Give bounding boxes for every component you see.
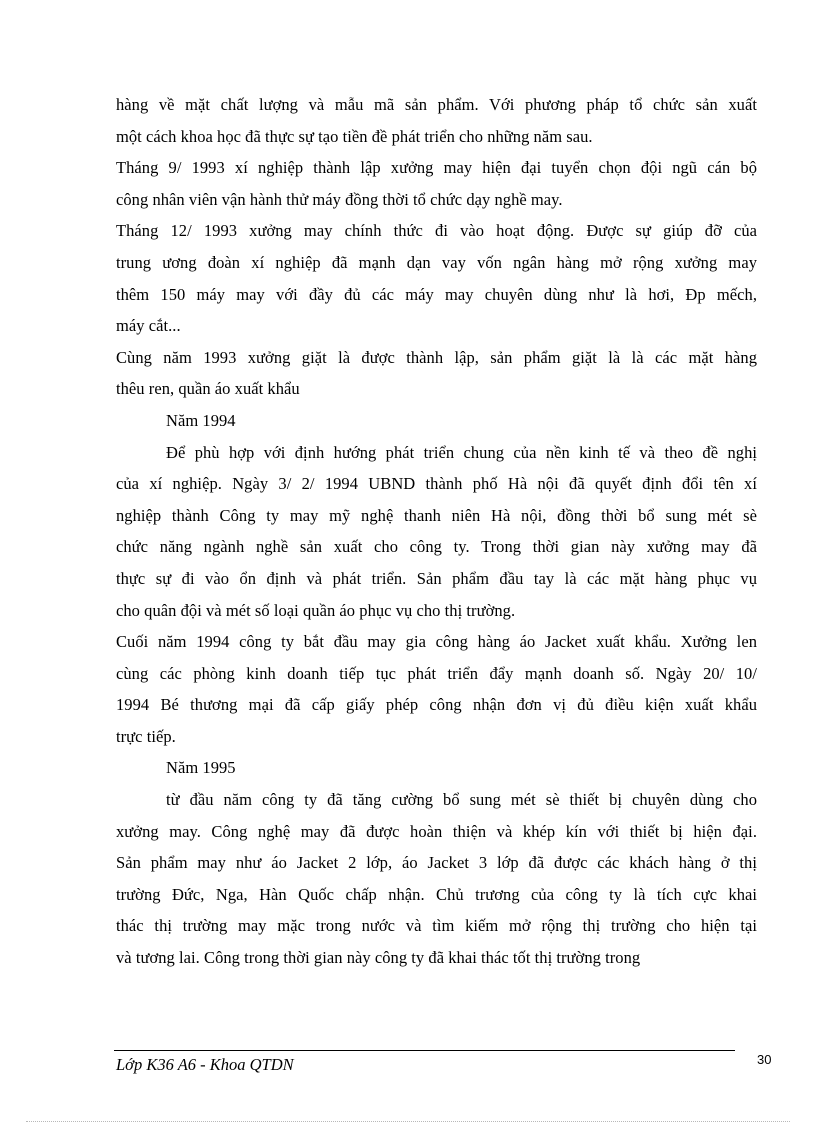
footer-rule [114,1050,735,1051]
body-line: thực sự đi vào ổn định và phát triển. Sản phẩm đầu tay là các mặt hàng phục vụ [116,568,757,588]
body-line: trực tiếp. [116,726,176,746]
section-heading-1994: Năm 1994 [166,410,236,430]
body-line: cùng các phòng kinh doanh tiếp tục phát triển đẩy mạnh doanh số. Ngày 20/ 10/ [116,663,757,683]
body-line: 1994 Bé thương mại đã cấp giấy phép công nhận đơn vị đủ điều kiện xuất khẩu [116,695,757,715]
body-line: thác thị trường may mặc trong nước và tìm kiếm mở rộng thị trường cho hiện tại [116,916,757,936]
page-bottom-border [26,1121,790,1122]
body-line: trung ương đoàn xí nghiệp đã mạnh dạn vay vốn ngân hàng mở rộng xưởng may [116,252,757,272]
body-line: một cách khoa học đã thực sự tạo tiền đề phát triển cho những năm sau. [116,126,593,146]
footer-text: Lớp K36 A6 - Khoa QTDN [116,1055,294,1074]
body-line: Sản phẩm may như áo Jacket 2 lớp, áo Jacket 3 lớp đã được các khách hàng ở thị [116,853,757,873]
body-line: của xí nghiệp. Ngày 3/ 2/ 1994 UBND thành phố Hà nội đã quyết định đổi tên xí [116,474,757,494]
body-line: Tháng 12/ 1993 xưởng may chính thức đi vào hoạt động. Được sự giúp đỡ của [116,221,757,241]
body-line: chức năng ngành nghề sản xuất cho công ty. Trong thời gian này xưởng may đã [116,537,757,557]
body-line: Cuối năm 1994 công ty bắt đầu may gia công hàng áo Jacket xuất khẩu. Xưởng len [116,632,757,652]
body-line: hàng về mặt chất lượng và mẫu mã sản phẩm. Với phương pháp tổ chức sản xuất [116,95,757,114]
body-line: trường Đức, Nga, Hàn Quốc chấp nhận. Chủ trương của công ty là tích cực khai [116,884,757,904]
body-line: Tháng 9/ 1993 xí nghiệp thành lập xưởng may hiện đại tuyển chọn đội ngũ cán bộ [116,158,757,178]
page-body [116,89,757,974]
body-line: từ đầu năm công ty đã tăng cường bổ sung mét sè thiết bị chuyên dùng cho [166,790,757,810]
body-line: thêu ren, quần áo xuất khẩu [116,379,300,399]
page-number: 30 [757,1052,772,1067]
body-line: máy cắt... [116,316,181,336]
body-line: Cùng năm 1993 xưởng giặt là được thành lập, sản phẩm giặt là là các mặt hàng [116,347,757,367]
body-line: thêm 150 máy may với đầy đủ các máy may chuyên dùng như là hơi, Đp mếch, [116,284,757,304]
body-line: và tương lai. Công trong thời gian này công ty đã khai thác tốt thị trường trong [116,948,641,968]
section-heading-1995: Năm 1995 [166,758,236,778]
body-line: công nhân viên vận hành thử máy đồng thời tổ chức dạy nghề may. [116,189,563,209]
body-line: xưởng may. Công nghệ may đã được hoàn thiện và khép kín với thiết bị hiện đại. [116,821,757,841]
body-line: nghiệp thành Công ty may mỹ nghệ thanh niên Hà nội, đồng thời bổ sung mét sè [116,505,757,525]
body-line: Để phù hợp với định hướng phát triển chung của nền kinh tế và theo đề nghị [166,442,757,462]
body-line: cho quân đội và mét số loại quần áo phục vụ cho thị trường. [116,600,516,620]
